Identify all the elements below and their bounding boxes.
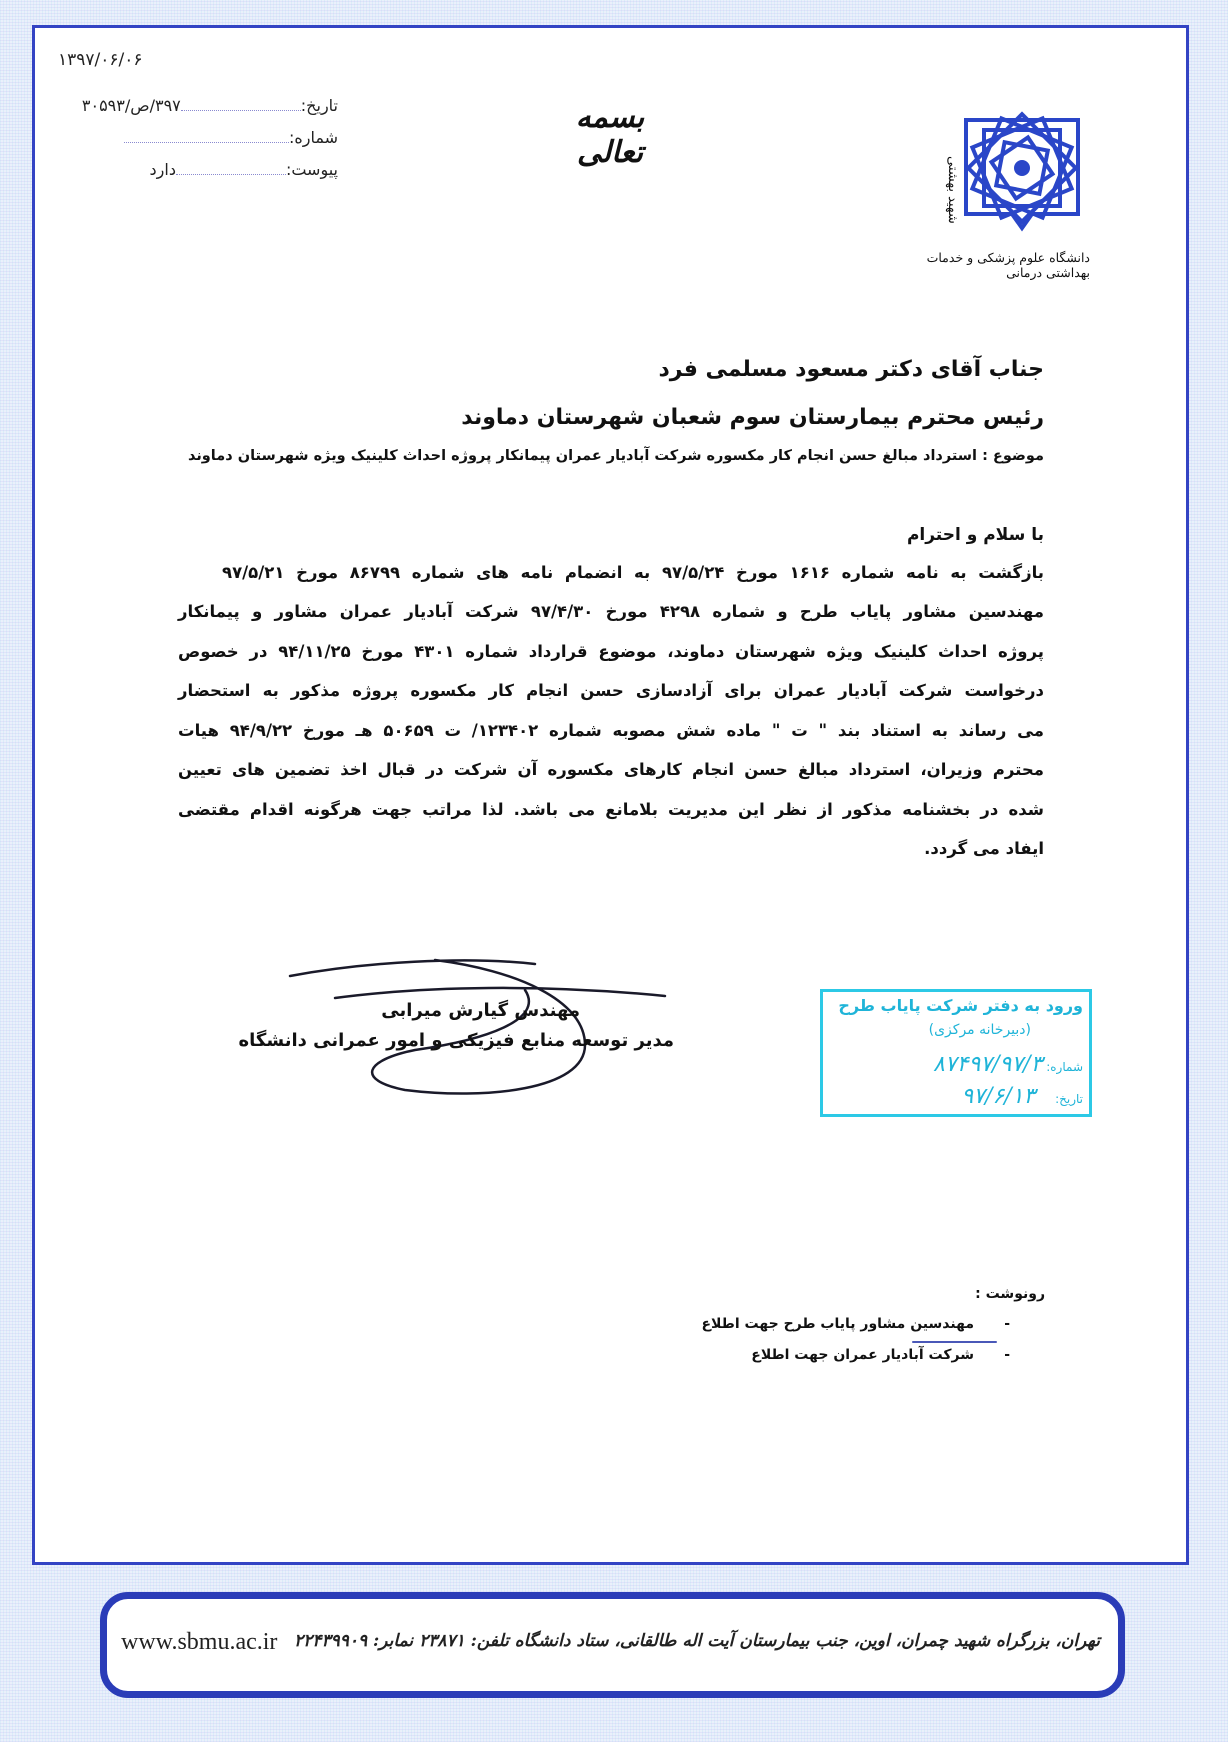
number-label: شماره: <box>288 128 338 147</box>
signatory-title: مدیر توسعه منابع فیزیکی و امور عمرانی دانشگاه <box>238 1030 674 1051</box>
body-line: ایفاد می گردد. <box>924 839 1044 858</box>
logo-text-name: شهید بهشتی <box>945 156 960 224</box>
stamp-date <box>961 1084 1083 1109</box>
recipient-title: رئیس محترم بیمارستان سوم شعبان شهرستان دماوند <box>461 405 1044 430</box>
university-logo-icon <box>960 96 1084 240</box>
cc-item: شرکت آبادیار عمران جهت اطلاع <box>751 1347 974 1363</box>
top-date: ۱۳۹۷/۰۶/۰۶ <box>58 50 143 70</box>
date-field <box>82 96 338 115</box>
date-dots <box>181 110 301 111</box>
stamp-number-value: ۸۷۴۹۷/۹۷/۳ <box>933 1052 1043 1077</box>
attachment-dots <box>176 174 286 175</box>
stamp-date-label: تاریخ: <box>1055 1092 1083 1106</box>
greeting: با سلام و احترام <box>906 525 1044 545</box>
stamp-heading: ورود به دفتر شرکت پایاب طرح <box>838 996 1083 1015</box>
footer-address: تهران، بزرگراه شهید چمران، اوین، جنب بیمارستان آیت اله طالقانی، ستاد دانشگاه تلفن: ۲۳۸۷۱ نمابر: ۲۲۴۳۹۹۰۹ <box>294 1631 1100 1651</box>
cc-label: رونوشت : <box>975 1286 1045 1302</box>
stamp-number-label: شماره: <box>1046 1060 1083 1074</box>
logo-text-university: دانشگاه علوم پزشکی و خدمات بهداشتی درمانی <box>926 250 1090 280</box>
body-line: می رساند به استناد بند " ت " ماده شش مصوبه شماره ۱۲۳۴۰۲/ ت ۵۰۶۵۹ هـ مورخ ۹۴/۹/۲۲ هیات <box>178 721 1045 740</box>
cc-underline-mark <box>912 1341 997 1343</box>
body-line: مهندسین مشاور پایاب طرح و شماره ۴۲۹۸ مورخ ۹۷/۴/۳۰ شرکت آبادیار عمران مشاور و پیمانکار <box>178 602 1044 621</box>
subject-line: موضوع : استرداد مبالغ حسن انجام کار مکسوره شرکت آبادیار عمران پیمانکار پروژه احداث کلینیک ویژه شهرستان دماوند <box>187 448 1044 464</box>
footer-website[interactable]: www.sbmu.ac.ir <box>121 1629 278 1655</box>
body-line: محترم وزیران، استرداد مبالغ حسن انجام کارهای مکسوره آن شرکت در قبال اخذ تضمین های تعیین <box>178 760 1044 779</box>
recipient-name: جناب آقای دکتر مسعود مسلمی فرد <box>658 357 1044 382</box>
date-value: ۳۹۷/ص/۳۰۵۹۳ <box>81 96 181 115</box>
attachment-field <box>150 160 338 179</box>
received-stamp <box>820 989 1092 1117</box>
attachment-label: پیوست: <box>285 160 338 179</box>
stamp-subheading: (دبیرخانه مرکزی) <box>928 1022 1031 1038</box>
body-line: بازگشت به نامه شماره ۱۶۱۶ مورخ ۹۷/۵/۲۴ به انضمام نامه های شماره ۸۶۷۹۹ مورخ ۹۷/۵/۲۱ <box>222 563 1044 582</box>
date-label: تاریخ: <box>300 96 338 115</box>
body-line: پروژه احداث کلینیک ویژه شهرستان دماوند، موضوع قرارداد شماره ۴۳۰۱ مورخ ۹۴/۱۱/۲۵ در خصوص <box>178 642 1044 661</box>
stamp-date-value: ۹۷/۶/۱۳ <box>961 1084 1036 1109</box>
cc-bullet: - <box>1004 1316 1010 1332</box>
cc-bullet: - <box>1004 1347 1010 1363</box>
number-dots <box>124 142 289 143</box>
signatory-name: مهندس گیارش میرابی <box>381 1000 580 1021</box>
cc-item: مهندسین مشاور پایاب طرح جهت اطلاع <box>701 1316 974 1332</box>
letterhead-footer <box>100 1592 1125 1698</box>
attachment-value: دارد <box>149 160 176 179</box>
body-line: درخواست شرکت آبادیار عمران برای آزادسازی حسن انجام کار مکسوره پروژه مذکور به استحضار <box>178 681 1044 700</box>
bismillah-calligraphy: بسمه تعالی <box>575 100 645 170</box>
body-line: شده در بخشنامه مذکور از نظر این مدیریت بلامانع می باشد. لذا مراتب جهت هرگونه اقدام مقتضی <box>178 800 1044 819</box>
stamp-number <box>933 1052 1083 1077</box>
number-field <box>124 128 338 147</box>
